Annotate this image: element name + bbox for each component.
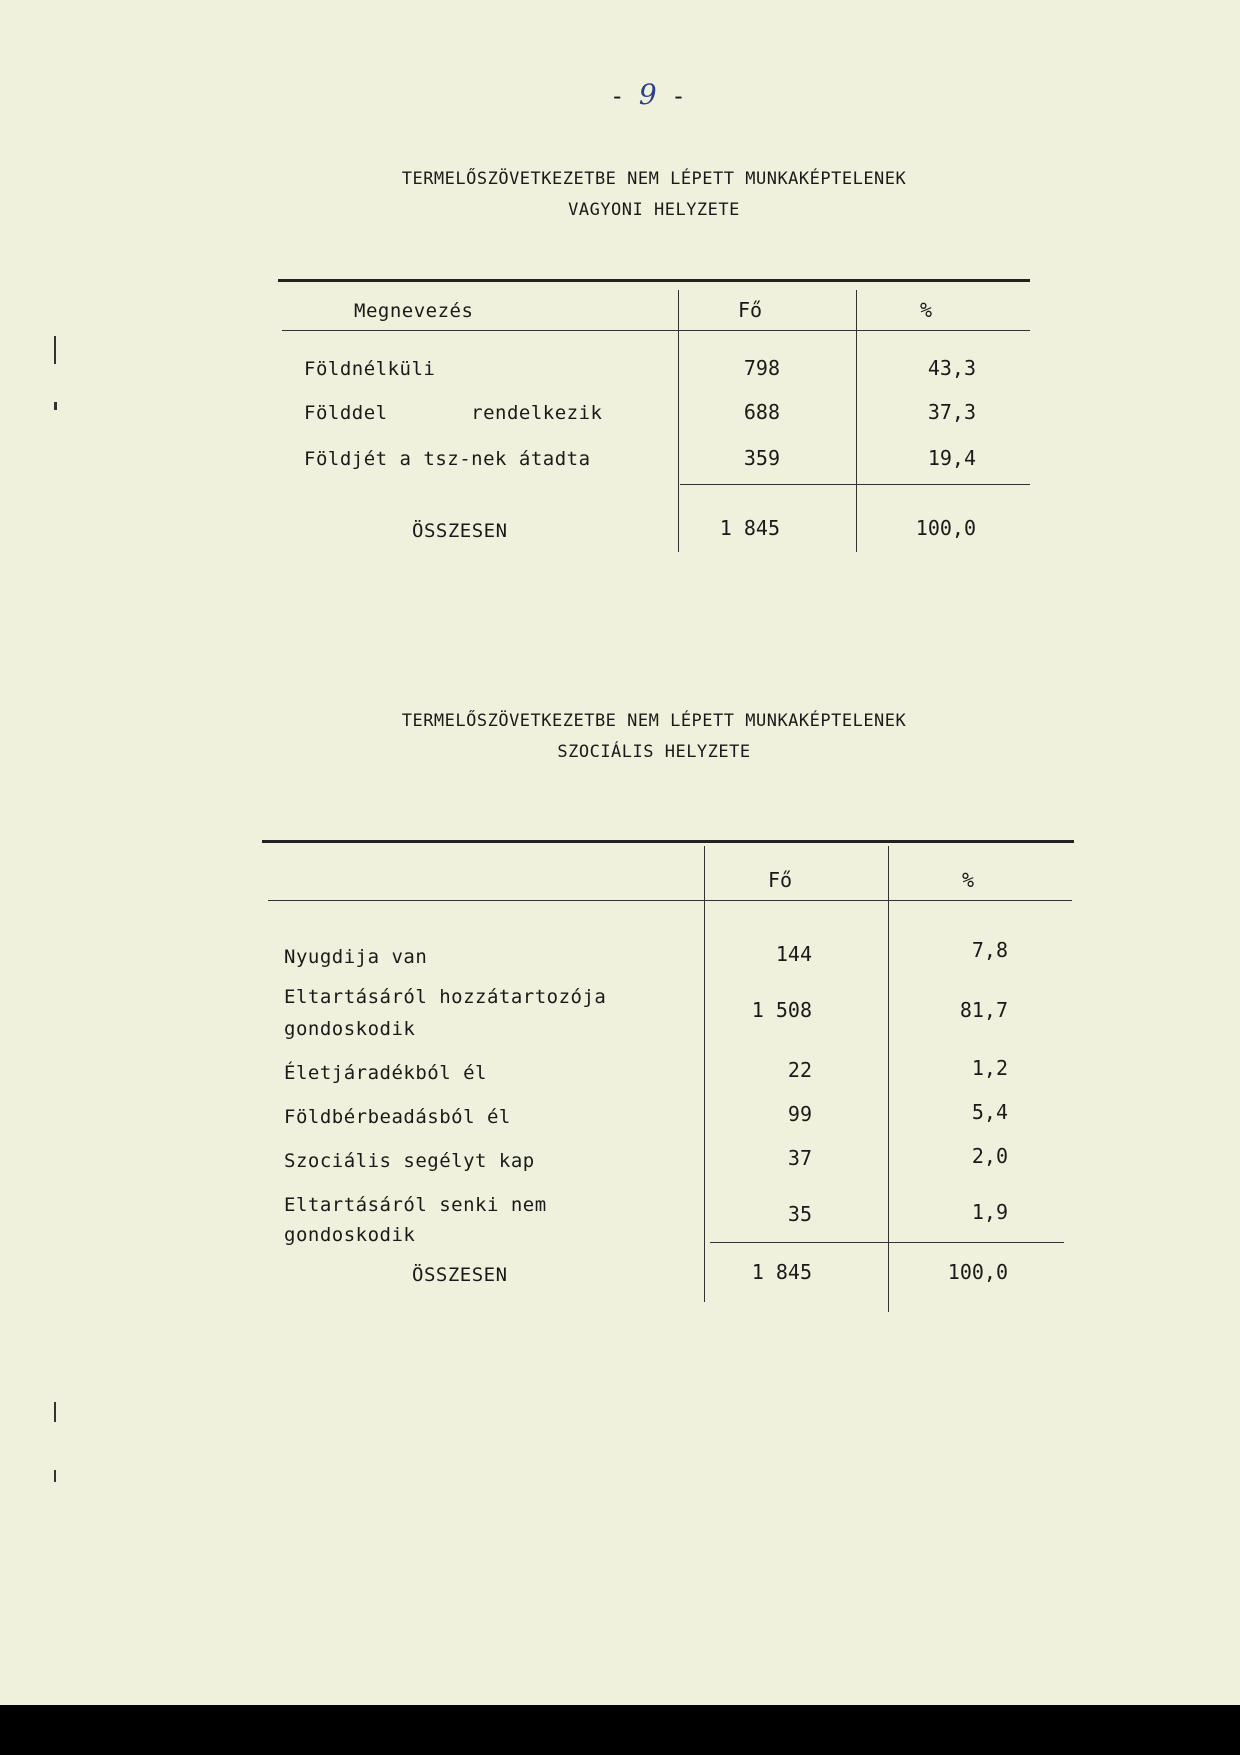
- table1-row-label: Földjét a tsz-nek átadta: [304, 448, 591, 470]
- table2-row-count: 144: [775, 942, 812, 966]
- table2-title: [0, 706, 1240, 768]
- page-number: [610, 78, 686, 111]
- table2-row-label: Nyugdija van: [284, 946, 428, 968]
- table2-row-count: 22: [787, 1058, 812, 1082]
- table1-title-line1: TERMELŐSZÖVETKEZETBE NEM LÉPETT MUNKAKÉPTELENEK: [401, 169, 907, 189]
- table2-row-percent: 2,0: [971, 1144, 1008, 1168]
- table1-title: [0, 164, 1240, 226]
- table1-row-count: 798: [743, 356, 780, 380]
- page-number-prefix: -: [610, 82, 625, 110]
- table2-header-rule: [268, 900, 1072, 901]
- table2-row-label: Életjáradékból él: [284, 1062, 487, 1084]
- table2-title-line2: SZOCIÁLIS HELYZETE: [557, 742, 751, 762]
- table1-row-percent: 43,3: [927, 356, 976, 380]
- table1-row-percent: 19,4: [927, 446, 976, 470]
- table1-title-line2: VAGYONI HELYZETE: [568, 200, 740, 220]
- table2-total-count: 1 845: [751, 1260, 812, 1284]
- table1-row-count: 359: [743, 446, 780, 470]
- margin-mark: [54, 1470, 56, 1482]
- table2-row-count: 35: [787, 1202, 812, 1226]
- table1-header-rule: [282, 330, 1030, 331]
- table2-top-rule: [262, 840, 1074, 843]
- table2-row-label-line2: gondoskodik: [284, 1018, 416, 1040]
- table1-total-percent: 100,0: [915, 516, 976, 540]
- table1-total-rule: [680, 484, 1030, 485]
- table1-header-name: Megnevezés: [354, 300, 474, 322]
- margin-mark: [54, 1402, 56, 1422]
- table2-title-line1: TERMELŐSZÖVETKEZETBE NEM LÉPETT MUNKAKÉPTELENEK: [401, 711, 907, 731]
- table1-row-percent: 37,3: [927, 400, 976, 424]
- table1-total-count: 1 845: [719, 516, 780, 540]
- table2-row-percent: 1,9: [971, 1200, 1008, 1224]
- table2-row-percent: 7,8: [971, 938, 1008, 962]
- page-number-suffix: -: [671, 82, 686, 110]
- table2-total-label: ÖSSZESEN: [412, 1264, 508, 1286]
- margin-mark: [54, 402, 57, 410]
- table2-row-label-line1: Eltartásáról senki nem: [284, 1194, 547, 1216]
- table1-row-label: Földnélküli: [304, 358, 436, 380]
- table2-row-label: Szociális segélyt kap: [284, 1150, 535, 1172]
- table2-row-percent: 1,2: [971, 1056, 1008, 1080]
- table2-row-count: 99: [787, 1102, 812, 1126]
- table2-row-label-line1: Eltartásáról hozzátartozója: [284, 986, 607, 1008]
- page-number-digit: 9: [638, 78, 657, 111]
- table2-row-percent: 5,4: [971, 1100, 1008, 1124]
- table1-header-percent: %: [920, 298, 933, 322]
- table2-row-count: 37: [787, 1146, 812, 1170]
- table2-row-label-line2: gondoskodik: [284, 1224, 416, 1246]
- table1-total-label: ÖSSZESEN: [412, 520, 508, 542]
- table2-total-rule: [710, 1242, 1064, 1243]
- table2-row-label: Földbérbeadásból él: [284, 1106, 511, 1128]
- table2-total-percent: 100,0: [947, 1260, 1008, 1284]
- table2-row-count: 1 508: [751, 998, 812, 1022]
- table1-top-rule: [278, 279, 1030, 282]
- table1-header-count: Fő: [738, 298, 763, 322]
- table2-header-count: Fő: [768, 868, 793, 892]
- margin-mark: [54, 336, 56, 364]
- table2-header-percent: %: [962, 868, 975, 892]
- table2-row-percent: 81,7: [959, 998, 1008, 1022]
- table1-row-label: Földdel rendelkezik: [304, 402, 603, 424]
- table1-row-count: 688: [743, 400, 780, 424]
